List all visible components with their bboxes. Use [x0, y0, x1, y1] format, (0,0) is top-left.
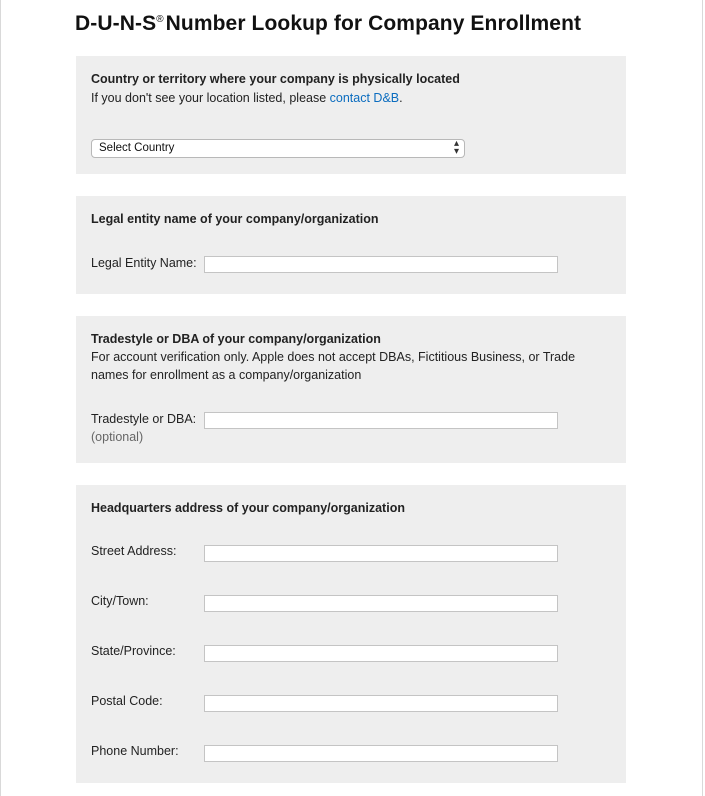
phone-number-input[interactable]: [204, 745, 558, 762]
country-description: If you don't see your location listed, please contact D&B.: [91, 91, 403, 105]
legal-entity-label: Legal Entity Name:: [91, 256, 197, 270]
registered-mark: ®: [156, 14, 164, 25]
street-address-input[interactable]: [204, 545, 558, 562]
country-select[interactable]: Select Country ▴ ▾: [91, 139, 465, 158]
tradestyle-section: [76, 316, 626, 463]
tradestyle-label: Tradestyle or DBA:: [91, 412, 197, 426]
address-section: [76, 485, 626, 783]
address-section-title: Headquarters address of your company/organization: [91, 501, 405, 515]
street-address-label: Street Address:: [91, 544, 177, 558]
contact-dnb-link[interactable]: contact D&B: [329, 91, 400, 105]
legal-entity-section: [76, 196, 626, 294]
state-label: State/Province:: [91, 644, 176, 658]
city-label: City/Town:: [91, 594, 149, 608]
tradestyle-input[interactable]: [204, 412, 558, 429]
postal-code-label: Postal Code:: [91, 694, 163, 708]
legal-entity-section-title: Legal entity name of your company/organization: [91, 212, 379, 226]
page-title: D-U-N-S®Number Lookup for Company Enrollment: [75, 12, 582, 35]
state-input[interactable]: [204, 645, 558, 662]
tradestyle-section-title: Tradestyle or DBA of your company/organization: [91, 332, 381, 346]
city-input[interactable]: [204, 595, 558, 612]
select-arrows-icon: ▴ ▾: [453, 138, 459, 157]
country-section: [76, 56, 626, 174]
tradestyle-description: For account verification only. Apple does not accept DBAs, Fictitious Business, or Trade names for enrollment as a company/organization: [91, 350, 576, 382]
optional-note: (optional): [91, 430, 144, 444]
phone-number-label: Phone Number:: [91, 744, 179, 758]
legal-entity-input[interactable]: [204, 256, 558, 273]
postal-code-input[interactable]: [204, 695, 558, 712]
country-section-title: Country or territory where your company is physically located: [91, 72, 460, 86]
